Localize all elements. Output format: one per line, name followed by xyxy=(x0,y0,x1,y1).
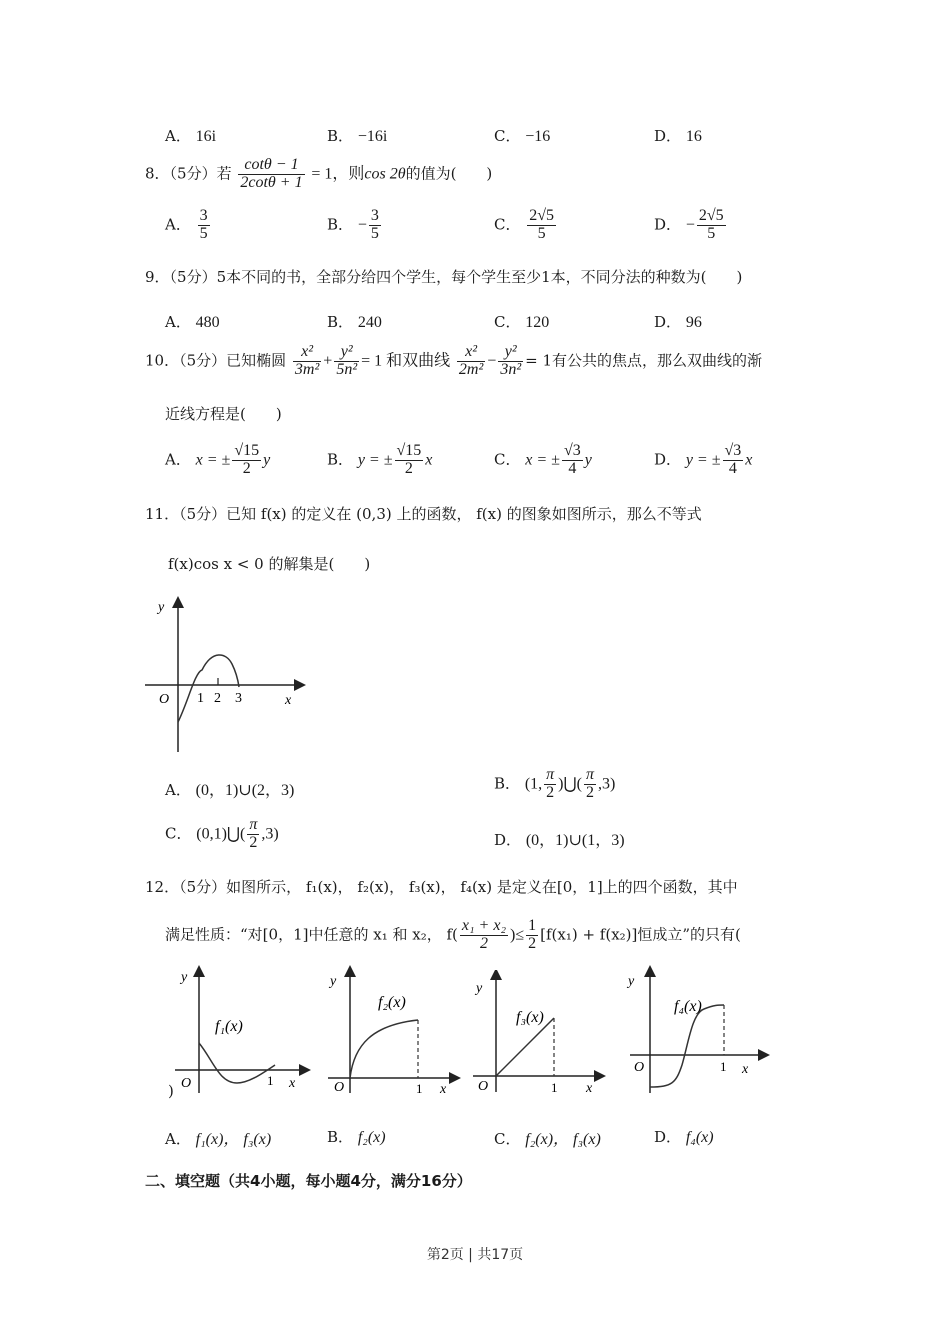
q12-option-b[interactable]: B． f₂(x) xyxy=(327,1128,386,1146)
q7-option-a[interactable]: A． 16i xyxy=(165,127,217,145)
f2-curve xyxy=(350,1020,418,1078)
q11-option-d[interactable]: D． (0，1)∪(1，3) xyxy=(494,831,625,849)
tick-label-1: 1 xyxy=(197,691,204,706)
x-label: x xyxy=(586,1081,593,1095)
x-label: x xyxy=(285,693,292,708)
q12-graph-f1 xyxy=(165,965,315,1095)
fx-curve xyxy=(178,655,239,722)
tick-label-1: 1 xyxy=(416,1081,423,1095)
q8-stem: 8．（5分）若 $\frac{\cot\theta - 1}{2\cot\theta + 1}$ = 1，则cos 2θ的值为( ) xyxy=(145,156,493,191)
y-label: y xyxy=(330,974,337,989)
y-label: y xyxy=(181,970,188,985)
f3-line xyxy=(496,1018,554,1076)
f1-label: f₁(x) xyxy=(215,1018,243,1035)
q9-option-d[interactable]: D． 96 xyxy=(654,313,702,331)
q8-option-d[interactable]: D． − $\frac{2√5}{5}$ xyxy=(654,207,724,242)
f2-label: f₂(x) xyxy=(378,994,406,1011)
q12-graph-f2 xyxy=(320,965,465,1095)
q8-option-a[interactable]: A． $\frac{3}{5}$ xyxy=(165,207,208,242)
q12-stem-line2: 满足性质：“对[0，1]中任意的 x₁ 和 x₂， f( $\frac{\text{x₁ + x₂}}{2}$ )≤ $\frac{1}{2}$ [f(x₁) + f(x₂)]恒成立”的只有( xyxy=(165,917,741,952)
q11-option-b[interactable]: B． (1, $\frac{\pi}{2}$ )⋃( $\frac{\pi}{2}$ ,3) xyxy=(494,766,616,801)
q11-option-a[interactable]: A． (0，1)∪(2，3) xyxy=(165,781,295,799)
origin-label: O xyxy=(181,1076,192,1091)
q7-option-d[interactable]: D． 16 xyxy=(654,127,702,145)
q12-option-a[interactable]: A． f₁(x)， f₃(x) xyxy=(165,1130,272,1148)
q12-option-c[interactable]: C． f₂(x)， f₃(x) xyxy=(494,1130,601,1148)
tick-label-1: 1 xyxy=(720,1059,727,1074)
q8-fraction: $\frac{\cot\theta - 1}{2\cot\theta + 1}$ xyxy=(240,156,303,191)
q7-option-c[interactable]: C． −16 xyxy=(494,127,551,145)
origin-label: O xyxy=(634,1060,645,1075)
tick-label-1: 1 xyxy=(267,1073,274,1088)
q12-graph-f4 xyxy=(622,965,772,1095)
tick-label-2: 2 xyxy=(214,691,221,706)
q10-option-c[interactable]: C． x = ± $\frac{√3}{4}$ y xyxy=(494,442,592,477)
origin-label: O xyxy=(159,692,170,707)
section-heading: 二、填空题（共4小题，每小题4分，满分16分） xyxy=(145,1172,472,1190)
f3-label: f₃(x) xyxy=(516,1009,544,1026)
f1-curve xyxy=(199,1043,275,1083)
x-label: x xyxy=(440,1082,447,1095)
q8-option-b[interactable]: B． − $\frac{3}{5}$ xyxy=(327,207,379,242)
q12-stem-close: ) xyxy=(168,1082,174,1100)
q12-graph-f3 xyxy=(468,970,608,1095)
q10-option-b[interactable]: B． y = ± $\frac{√15}{2}$ x xyxy=(327,442,433,477)
q11-graph xyxy=(140,592,310,762)
q10-stem-line2: 近线方程是( ) xyxy=(165,405,282,423)
q9-option-c[interactable]: C． 120 xyxy=(494,313,550,331)
q10-stem: 10．（5分）已知椭圆 $\frac{\text{x²}}{\text{3m²}}$ + $\frac{\text{y²}}{\text{5n²}}$ = 1 和双曲线 $\frac{\text{x²}}{\text{2m²}}$ − $\frac{\text{y²}}{\text{3n²}}$ = 1有公共的焦点，那么双曲线的渐 xyxy=(145,343,762,378)
page-footer: 第2页 | 共17页 xyxy=(426,1247,524,1263)
q10-option-a[interactable]: A． x = ± $\frac{√15}{2}$ y xyxy=(165,442,271,477)
q9-option-b[interactable]: B． 240 xyxy=(327,313,382,331)
y-label: y xyxy=(476,981,483,996)
q11-stem-line2: f(x)cos x < 0 的解集是( ) xyxy=(168,555,371,573)
q11-option-c[interactable]: C． (0,1)⋃( $\frac{\pi}{2}$ ,3) xyxy=(165,816,279,851)
q9-option-a[interactable]: A． 480 xyxy=(165,313,220,331)
tick-label-3: 3 xyxy=(235,691,242,706)
q12-option-d[interactable]: D． f₄(x) xyxy=(654,1128,714,1146)
q12-stem: 12．（5分）如图所示， f₁(x)， f₂(x)， f₃(x)， f₄(x) 是定义在[0，1]上的四个函数，其中 xyxy=(145,878,738,896)
origin-label: O xyxy=(334,1080,345,1095)
q10-option-d[interactable]: D． y = ± $\frac{√3}{4}$ x xyxy=(654,442,753,477)
origin-label: O xyxy=(478,1079,489,1094)
f4-curve xyxy=(650,1005,724,1087)
x-label: x xyxy=(742,1062,749,1077)
f4-label: f₄(x) xyxy=(674,998,702,1015)
y-label: y xyxy=(158,600,165,615)
tick-label-1: 1 xyxy=(551,1080,558,1095)
q11-stem: 11．（5分）已知 f(x) 的定义在 (0,3) 上的函数， f(x) 的图象如图所示，那么不等式 xyxy=(145,505,702,523)
q8-option-c[interactable]: C． $\frac{2√5}{5}$ xyxy=(494,207,555,242)
q7-option-b[interactable]: B． −16i xyxy=(327,127,388,145)
q9-stem: 9．（5分）5本不同的书，全部分给四个学生，每个学生至少1本，不同分法的种数为( ) xyxy=(145,268,743,286)
y-label: y xyxy=(628,974,635,989)
x-label: x xyxy=(289,1076,296,1091)
